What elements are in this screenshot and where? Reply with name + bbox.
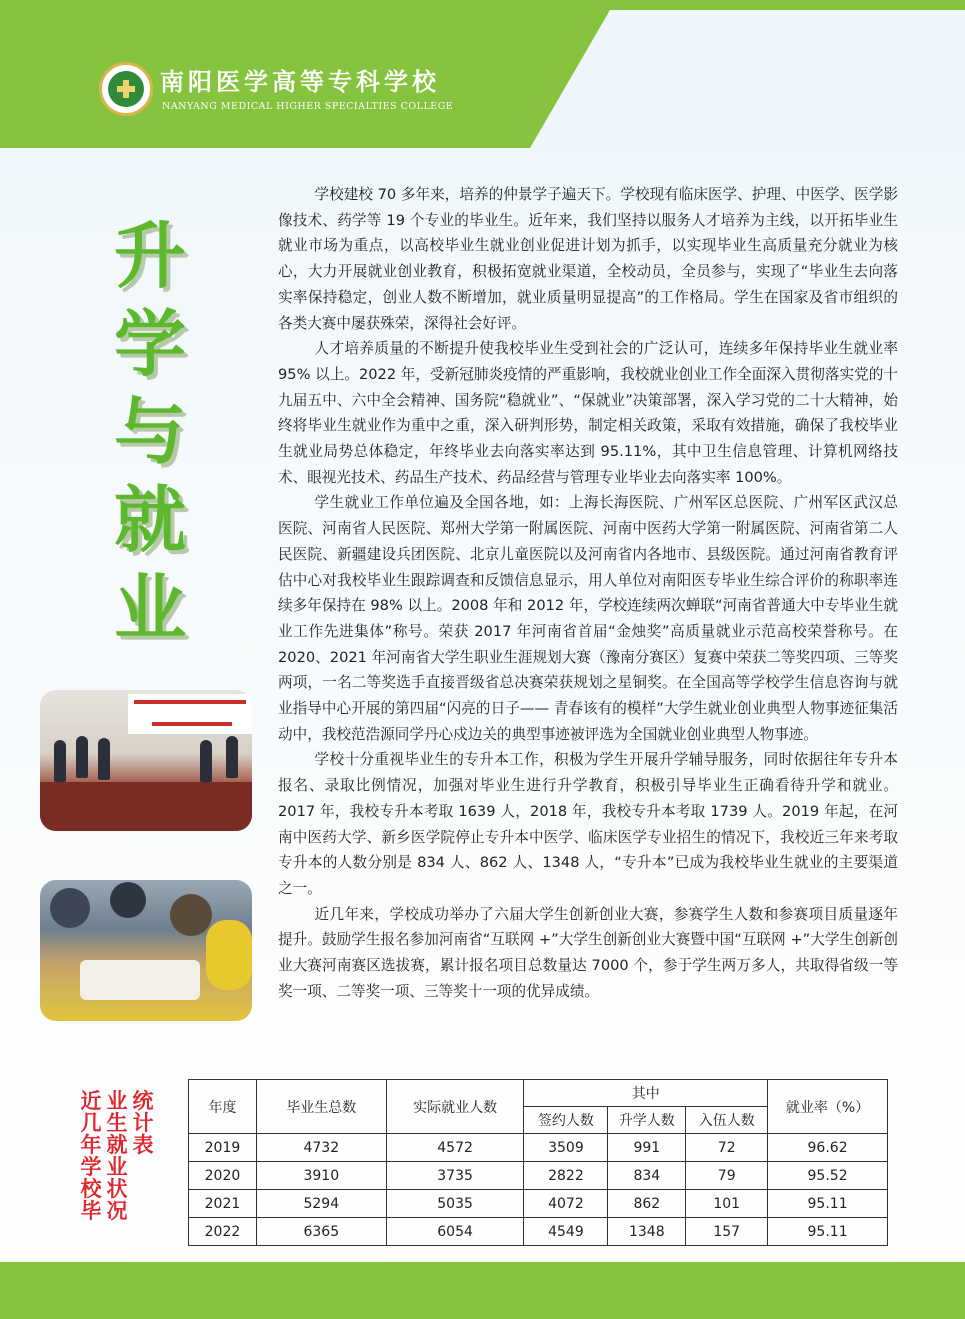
caption-column — [80, 1090, 102, 1222]
table-caption — [80, 1090, 158, 1222]
table-row — [189, 1134, 888, 1162]
header-rate: 就业率（%） — [768, 1080, 888, 1134]
title-char: 与 — [113, 389, 186, 474]
caption-char: 学 — [80, 1155, 102, 1179]
article-body — [278, 182, 898, 1005]
table-cell: 95.11 — [768, 1190, 888, 1218]
table-cell: 1348 — [608, 1218, 686, 1246]
paragraph: 近几年来，学校成功举办了六届大学生创新创业大赛，参赛学生人数和参赛项目质量逐年提升。鼓励学生报名参加河南省“互联网 +”大学生创新创业大赛暨中国“互联网 +”大学生创新创业大赛河南赛区选拔赛，累计报名项目总数量达 7000 个，参于学生两万多人，共取得省级一等奖一项、二等奖一项、三等奖十一项的优异成绩。 — [278, 905, 898, 1000]
table-cell: 95.52 — [768, 1162, 888, 1190]
title-char: 学 — [113, 301, 186, 386]
table-cell: 4072 — [524, 1190, 608, 1218]
table-cell: 5035 — [386, 1190, 524, 1218]
caption-char: 近 — [80, 1089, 102, 1113]
caption-column — [132, 1090, 154, 1156]
paragraph: 学校建校 70 多年来，培养的仲景学子遍天下。学校现有临床医学、护理、中医学、医学影像技术、药学等 19 个专业的毕业生。近年来，我们坚持以服务人才培养为主线，以开拓毕业生就业市场为重点，以高校毕业生就业创业促进计划为抓手，以实现毕业生高质量充分就业为核心，大力开展就业创业教育，积极拓宽就业渠道，全校动员，全员参与，实现了“毕业生去向落实率保持稳定，创业人数不断增加，就业质量明显提高”的工作格局。学生在国家及省市组织的各类大赛中屡获殊荣，深得社会好评。 — [278, 186, 898, 332]
table-cell: 834 — [608, 1162, 686, 1190]
table-cell: 95.11 — [768, 1218, 888, 1246]
employment-stats-table — [188, 1079, 888, 1246]
table-cell: 2019 — [189, 1134, 257, 1162]
footer-band — [0, 1262, 965, 1319]
school-name-english: NANYANG MEDICAL HIGHER SPECIALTIES COLLEGE — [162, 101, 454, 112]
table-cell: 2020 — [189, 1162, 257, 1190]
table-cell: 2822 — [524, 1162, 608, 1190]
header-signed: 签约人数 — [524, 1107, 608, 1134]
table-cell: 6365 — [256, 1218, 386, 1246]
table-cell: 2021 — [189, 1190, 257, 1218]
caption-char: 业 — [106, 1089, 128, 1113]
table-cell: 2022 — [189, 1218, 257, 1246]
caption-char: 校 — [80, 1177, 102, 1201]
header-total-graduates: 毕业生总数 — [256, 1080, 386, 1134]
table-cell: 101 — [686, 1190, 768, 1218]
table-cell: 72 — [686, 1134, 768, 1162]
title-char: 升 — [113, 213, 186, 298]
table-cell: 96.62 — [768, 1134, 888, 1162]
table-cell: 79 — [686, 1162, 768, 1190]
table-cell: 991 — [608, 1134, 686, 1162]
header-enlisted: 入伍人数 — [686, 1107, 768, 1134]
signing-ceremony-photo — [40, 690, 252, 831]
table-cell: 3509 — [524, 1134, 608, 1162]
header-further-study: 升学人数 — [608, 1107, 686, 1134]
table-row — [189, 1162, 888, 1190]
header-breakdown: 其中 — [524, 1080, 768, 1107]
title-char: 业 — [113, 565, 186, 650]
caption-char: 况 — [106, 1199, 128, 1223]
caption-char: 业 — [106, 1155, 128, 1179]
table-cell: 4732 — [256, 1134, 386, 1162]
school-name: 南阳医学高等专科学校 — [160, 67, 440, 96]
caption-char: 统 — [132, 1089, 154, 1113]
table-cell: 862 — [608, 1190, 686, 1218]
caption-column — [106, 1090, 128, 1222]
table-cell: 3910 — [256, 1162, 386, 1190]
job-fair-photo — [40, 880, 252, 1021]
caption-char: 计 — [132, 1111, 154, 1135]
caption-char: 就 — [106, 1133, 128, 1157]
table-row — [189, 1218, 888, 1246]
table-cell: 4549 — [524, 1218, 608, 1246]
caption-char: 几 — [80, 1111, 102, 1135]
table-cell: 157 — [686, 1218, 768, 1246]
title-char: 就 — [113, 477, 186, 562]
paragraph: 人才培养质量的不断提升使我校毕业生受到社会的广泛认可，连续多年保持毕业生就业率 95% 以上。2022 年，受新冠肺炎疫情的严重影响，我校就业创业工作全面深入贯彻落实党的十九届五中、六中全会精神、国务院“稳就业”、“保就业”决策部署，深入学习党的二十大精神，始终将毕业生就业作为重中之重，深入研判形势，制定相关政策，采取有效措施，确保了我校毕业生就业局势总体稳定，年终毕业去向落实率达到 95.11%，其中卫生信息管理、计算机网络技术、眼视光技术、药品生产技术、药品经营与管理专业毕业去向落实率 100%。 — [278, 340, 898, 486]
caption-char: 状 — [106, 1177, 128, 1201]
table-cell: 3735 — [386, 1162, 524, 1190]
header-employed: 实际就业人数 — [386, 1080, 524, 1134]
caption-char: 年 — [80, 1133, 102, 1157]
table-row — [189, 1190, 888, 1218]
table-cell: 4572 — [386, 1134, 524, 1162]
paragraph: 学校十分重视毕业生的专升本工作，积极为学生开展升学辅导服务，同时依据往年专升本报名、录取比例情况，加强对毕业生进行升学教育，积极引导毕业生正确看待升学和就业。2017 年，我校专升本考取 1639 人，2018 年，我校专升本考取 1739 人。2019 年起，在河南中医药大学、新乡医学院停止专升本中医学、临床医学专业招生的情况下，我校近三年来考取专升本的人数分别是 834 人、862 人、1348 人，“专升本”已成为我校毕业生就业的主要渠道之一。 — [278, 751, 898, 897]
table-cell: 5294 — [256, 1190, 386, 1218]
caption-char: 表 — [132, 1133, 154, 1157]
page-title — [100, 212, 200, 652]
table-cell: 6054 — [386, 1218, 524, 1246]
school-logo-icon — [99, 62, 153, 116]
paragraph: 学生就业工作单位遍及全国各地，如：上海长海医院、广州军区总医院、广州军区武汉总医院、河南省人民医院、郑州大学第一附属医院、河南中医药大学第一附属医院、河南省第二人民医院、新疆建设兵团医院、北京儿童医院以及河南省内各地市、县级医院。通过河南省教育评估中心对我校毕业生跟踪调查和反馈信息显示，用人单位对南阳医专毕业生综合评价的称职率连续多年保持在 98% 以上。2008 年和 2012 年，学校连续两次蝉联“河南省普通大中专毕业生就业工作先进集体”称号。荣获 2017 年河南省首届“金烛奖”高质量就业示范高校荣誉称号。在 2020、2021 年河南省大学生职业生涯规划大赛（豫南分赛区）复赛中荣获二等奖四项、三等奖两项，一名二等奖选手直接晋级省总决赛荣获规划之星铜奖。在全国高等学校学生信息咨询与就业指导中心开展的第四届“闪亮的日子—— 青春该有的模样”大学生就业创业典型人物事迹征集活动中，我校范浩源同学丹心戍边关的典型事迹被评选为全国就业创业典型人物事迹。 — [278, 494, 898, 743]
caption-char: 生 — [106, 1111, 128, 1135]
caption-char: 毕 — [80, 1199, 102, 1223]
header-year: 年度 — [189, 1080, 257, 1134]
